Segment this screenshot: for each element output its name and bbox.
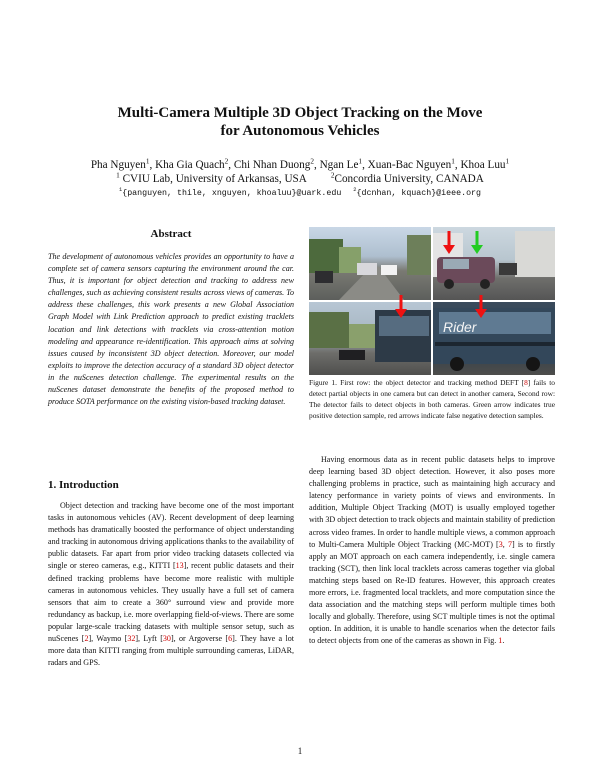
bus-logo: Rider	[443, 319, 477, 335]
figure-1	[309, 227, 555, 375]
author-name: Pha Nguyen	[90, 159, 146, 171]
citation-link[interactable]: 2	[84, 634, 89, 644]
figure-link[interactable]: 1	[498, 636, 503, 646]
citation-link[interactable]: 32	[127, 634, 136, 644]
author-name: Ngan Le	[319, 159, 359, 171]
detection-arrows	[309, 227, 555, 375]
intro-left-column	[48, 500, 294, 669]
intro-right-column	[309, 454, 555, 648]
affiliation-sup: 2	[330, 171, 335, 180]
red-arrow-icon	[475, 295, 487, 318]
author-sup: 2	[310, 157, 314, 166]
affiliation-2: Concordia University, CANADA	[334, 173, 484, 185]
citation-link[interactable]: 6	[228, 634, 233, 644]
intro-paragraph-1: Object detection and tracking have become one of the most important tasks in autonomous vehicles (AV). Recent development of deep learning methods has dramatically boosted the performance of object understanding and tracking in autonomous driving applications thanks to the availability of public datasets. Far apart from prior video tracking datasets collected via single or stereo cameras, e.g., KITTI [13], recent public datasets and their defined tracking problems have become more realistic with multiple cameras in autonomous vehicles. They usually have a full set of camera sensors that aim to create a 360° surround view and provide more redundancy as backup, i.e. more overlapping field-of-views. There are some popular large-scale tracking datasets with multiple sensor setup, such as nuScenes [2], Waymo [32], Lyft [30], or Argoverse [6]. They have a lot more data than KITTI ranging from multiple surrounding cameras, LiDAR, radars and GPS.	[48, 501, 294, 668]
green-arrow-icon	[471, 231, 483, 254]
citation-link[interactable]: 8	[524, 378, 528, 387]
abstract-text: The development of autonomous vehicles provides an opportunity to have a complete set of camera sensors capturing the environment around the car. Thus, it is important for object detection and tracking to address new challenges, such as achieving consistent results across views of cameras. To address these challenges, this work presents a new Global Association Graph Model with Link Prediction approach to predict existing tracklets location and link detections with tracklets via cross-attention motion modeling and appearance re-identification. This approach aims at solving issues caused by inconsistent 3D object detection. Moreover, our model exploits to improve the detection accuracy of a standard 3D object detector in the nuScenes detection challenge. The experimental results on the nuScenes dataset demonstrate the benefits of the proposed method to produce SOTA performance on the existing vision-based tracking dataset.	[48, 252, 294, 407]
author-sup: 1	[358, 157, 363, 166]
citation-link[interactable]: 30	[162, 634, 171, 644]
affiliation-sup: 1	[116, 171, 120, 180]
author-list: Pha Nguyen$^1$, Kha Gia Quach$^2$, Chi Nhan Duong$^2$, Ngan Le$^1$, Xuan-Bac Nguyen$^1$, Khoa Luu$^1$	[90, 157, 510, 171]
title-line-1: Multi-Camera Multiple 3D Object Tracking on the Move	[117, 105, 483, 121]
citation-link[interactable]: 7	[507, 539, 512, 549]
red-arrow-icon	[443, 231, 455, 254]
paper-title	[0, 104, 600, 140]
section-heading: 1. Introduction	[48, 479, 119, 491]
author-name: Chi Nhan Duong	[233, 159, 311, 171]
author-sup: 1	[145, 157, 150, 166]
email-1: {panguyen, thile, xnguyen, khoaluu}@uark.edu	[122, 189, 342, 198]
abstract-heading: Abstract	[150, 228, 192, 240]
author-name: Kha Gia Quach	[155, 159, 225, 171]
page-number: 1	[297, 746, 303, 756]
email-2: {dcnhan, kquach}@ieee.org	[356, 189, 482, 198]
author-name: Xuan-Bac Nguyen	[367, 159, 452, 171]
author-name: Khoa Luu	[460, 159, 506, 171]
affiliations	[0, 172, 600, 186]
email-sup: 1	[118, 187, 123, 194]
emails	[0, 188, 600, 200]
email-sup: 2	[353, 187, 357, 194]
title-line-2: for Autonomous Vehicles	[220, 123, 380, 139]
author-sup: 1	[505, 157, 510, 166]
intro-paragraph-2: Having enormous data as in recent public datasets helps to improve deep learning based 3D object detection. However, it also poses more challenging problems in practice, such as maintaining high accuracy and latency performance in variety points of views and environments. In addition, Multiple Object Tracking (MOT) is usually employed together with 3D object detection to track objects and maintain stability of prediction across video frames. In order to handle multiple views, a common approach to Multi-Camera Multiple Object Tracking (MC-MOT) [3, 7] is to firstly apply an MOT approach on each camera independently, i.e. single camera tracking (SCT), then link local tracklets across cameras together via global matching steps based on Re-ID features. However, this approach creates more errors, i.e. fragmented local tracklets, and more computation since the data association and the matching steps will perform multiple times both locally and globally. Therefore, using SCT multiple times is not the optimal option. In addition, it is unable to handle scenarios when the detector fails to detect objects from one of the cameras as shown in Fig. 1.	[309, 455, 555, 646]
citation-link[interactable]: 13	[175, 561, 184, 571]
red-arrow-icon	[395, 295, 407, 318]
figure-1-caption: Figure 1. First row: the object detector and tracking method DEFT [8] fails to detect partial objects in one camera but can detect in another camera, Second row: The detector fails to detect objects in both cameras. Green arrow indicates true positive detection sample, red arrows indicate false negative detection samples.	[309, 378, 555, 421]
affiliation-1: CVIU Lab, University of Arkansas, USA	[122, 173, 307, 185]
citation-link[interactable]: 3	[498, 539, 503, 549]
author-sup: 1	[451, 157, 455, 166]
author-sup: 2	[224, 157, 229, 166]
